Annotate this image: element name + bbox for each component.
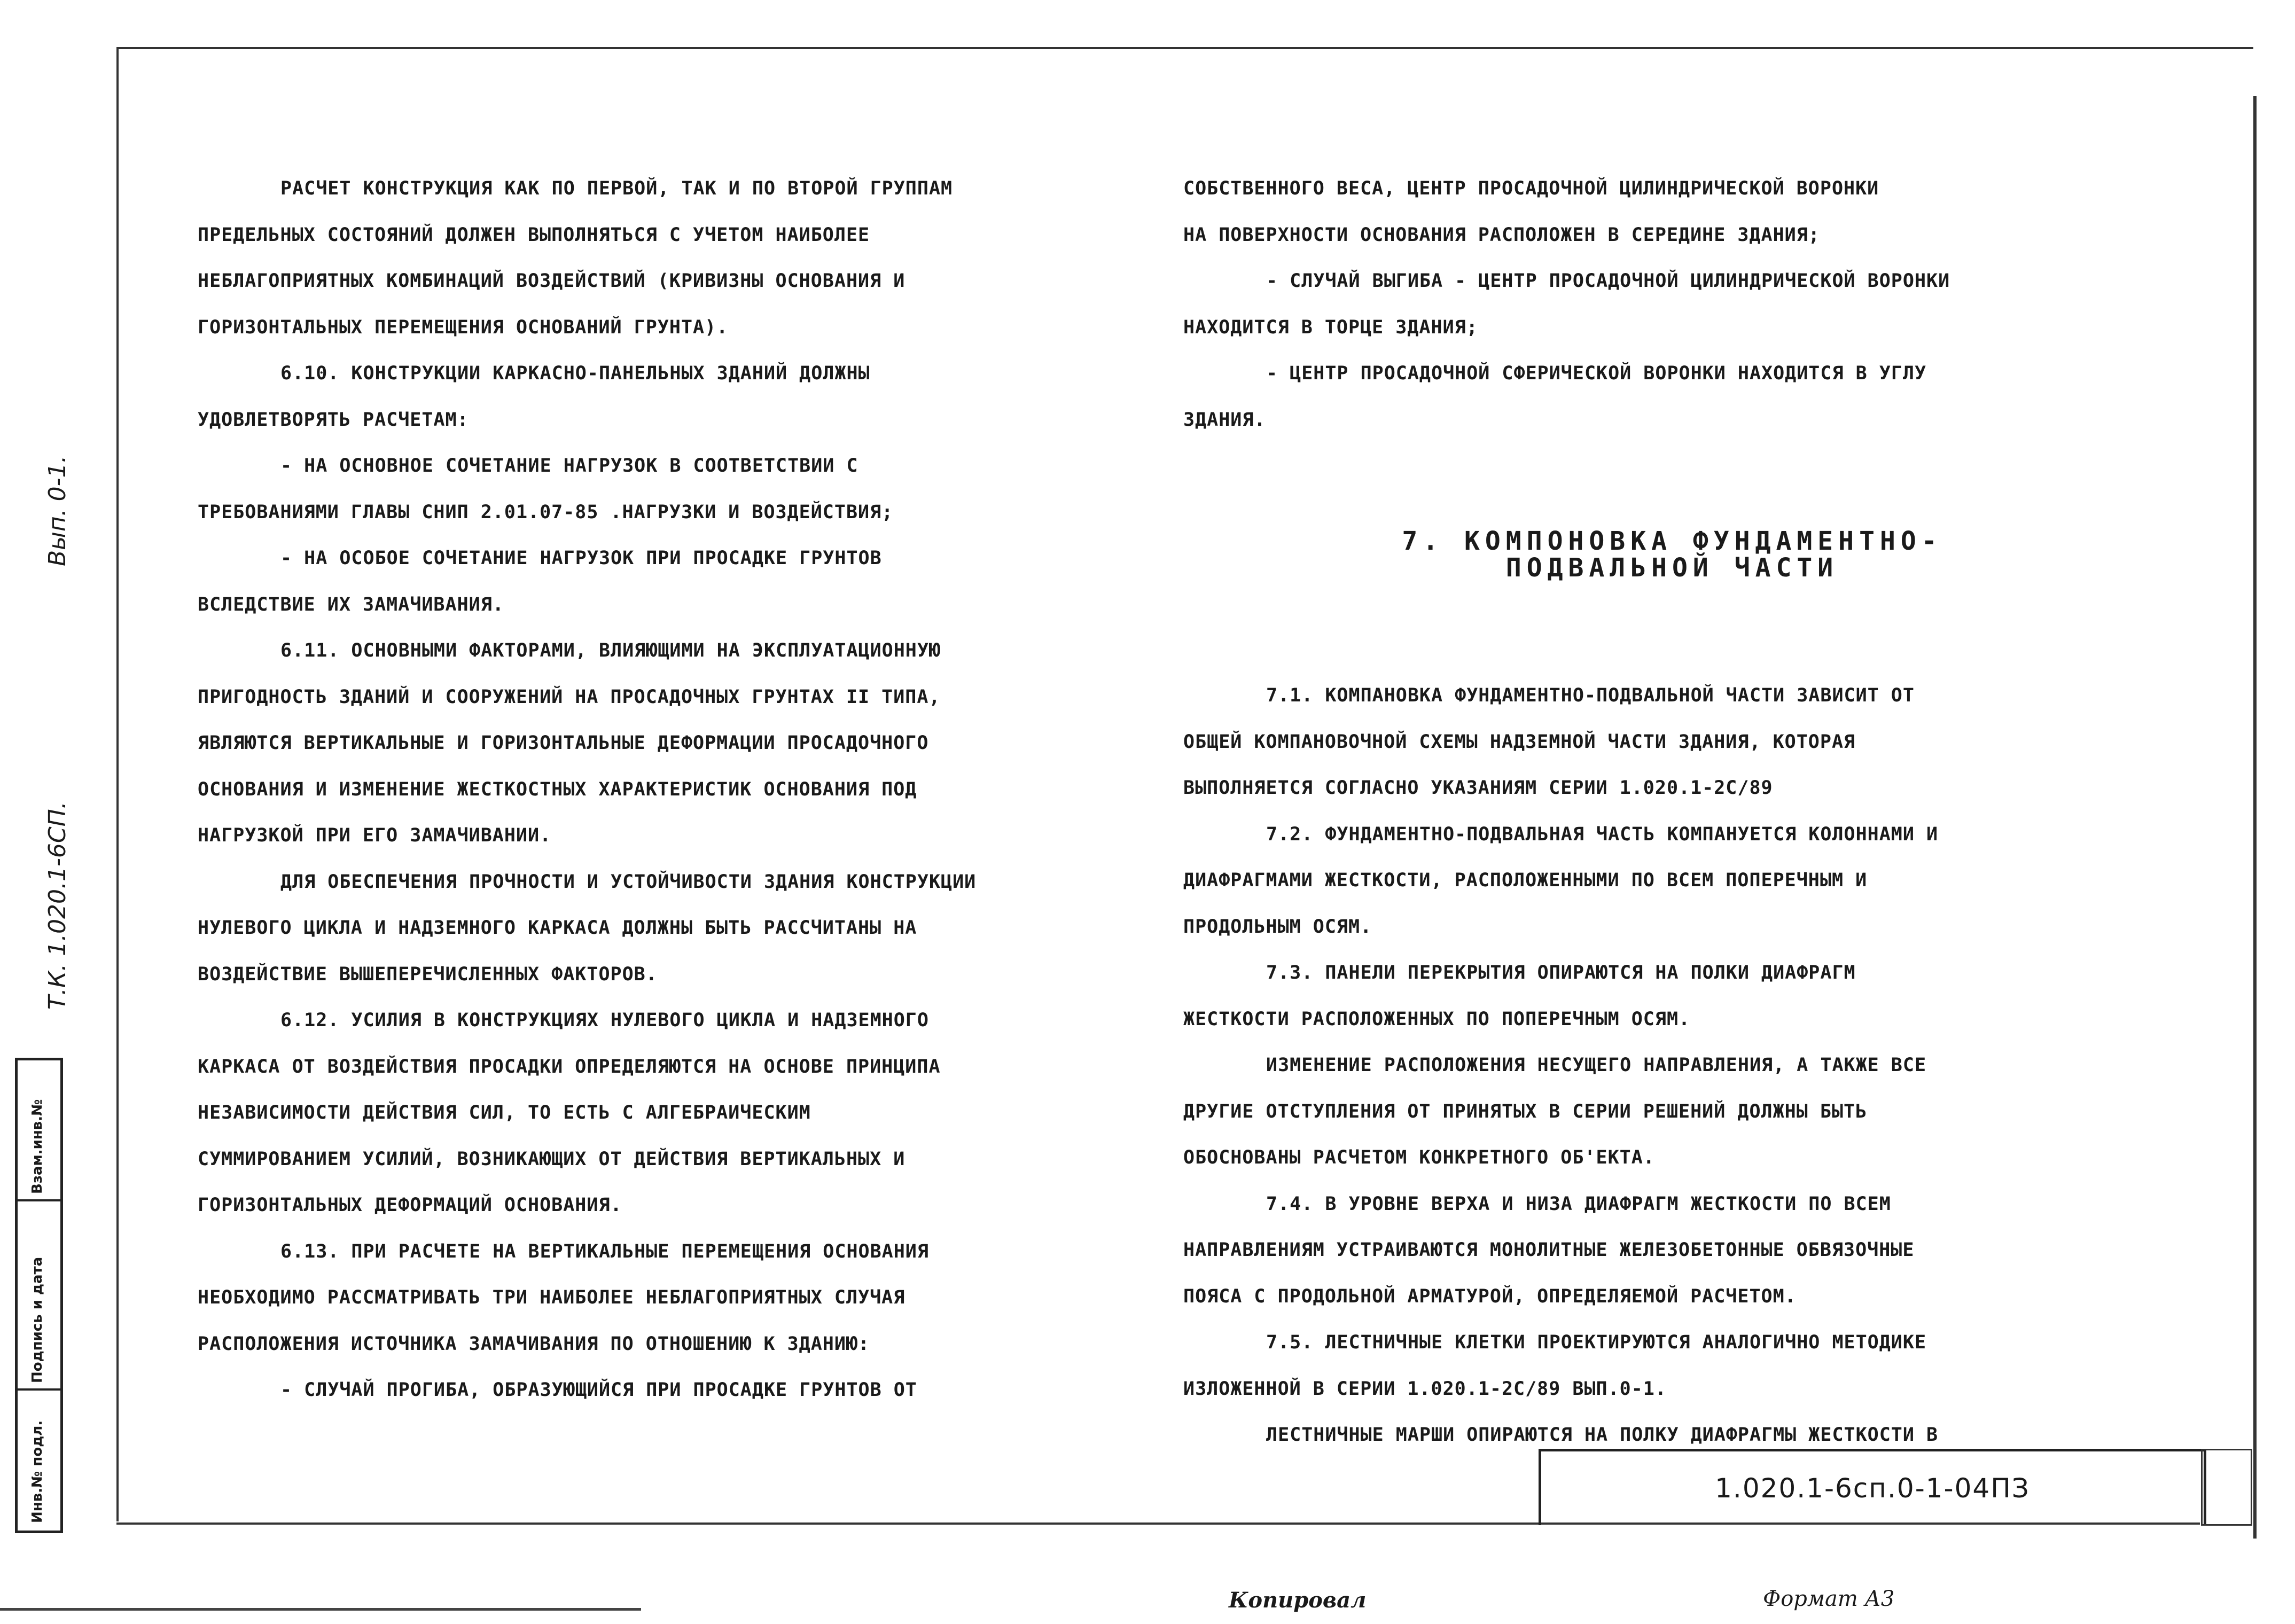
title-block-stamp bbox=[1539, 1449, 2206, 1525]
right-column-bottom-line: ДИАФРАГМАМИ ЖЕСТКОСТИ, РАСПОЛОЖЕННЫМИ ПО ВСЕМ ПОПЕРЕЧНЫМ И bbox=[1183, 870, 1868, 891]
frame-top-border bbox=[116, 47, 2253, 49]
title-block-side-cell bbox=[2201, 1449, 2252, 1526]
left-column-line: УДОВЛЕТВОРЯТЬ РАСЧЕТАМ: bbox=[198, 409, 469, 431]
sig-label-signature: Подпись и дата bbox=[29, 1256, 45, 1383]
issue-margin-label: Вып. 0-1. bbox=[44, 455, 71, 566]
section-heading-line-2: ПОДВАЛЬНОЙ ЧАСТИ bbox=[1505, 553, 1839, 583]
left-column-line: - НА ОСОБОЕ СОЧЕТАНИЕ НАГРУЗОК ПРИ ПРОСАДКЕ ГРУНТОВ bbox=[280, 548, 882, 569]
right-column-bottom-line: ДРУГИЕ ОТСТУПЛЕНИЯ ОТ ПРИНЯТЫХ В СЕРИИ РЕШЕНИЙ ДОЛЖНЫ БЫТЬ bbox=[1183, 1100, 1868, 1122]
right-column-top-line: - СЛУЧАЙ ВЫГИБА - ЦЕНТР ПРОСАДОЧНОЙ ЦИЛИНДРИЧЕСКОЙ ВОРОНКИ bbox=[1266, 270, 1950, 292]
left-column-line: СУММИРОВАНИЕМ УСИЛИЙ, ВОЗНИКАЮЩИХ ОТ ДЕЙСТВИЯ ВЕРТИКАЛЬНЫХ И bbox=[198, 1148, 905, 1170]
left-column-line: ГОРИЗОНТАЛЬНЫХ ПЕРЕМЕЩЕНИЯ ОСНОВАНИЙ ГРУНТА). bbox=[198, 316, 729, 338]
left-column-line: НЕОБХОДИМО РАССМАТРИВАТЬ ТРИ НАИБОЛЕЕ НЕБЛАГОПРИЯТНЫХ СЛУЧАЯ bbox=[198, 1287, 905, 1308]
series-margin-label: Т.К. 1.020.1-6СП. bbox=[44, 801, 71, 1010]
left-column-line: 6.12. УСИЛИЯ В КОНСТРУКЦИЯХ НУЛЕВОГО ЦИКЛА И НАДЗЕМНОГО bbox=[280, 1010, 929, 1031]
right-column-bottom-line: 7.5. ЛЕСТНИЧНЫЕ КЛЕТКИ ПРОЕКТИРУЮТСЯ АНАЛОГИЧНО МЕТОДИКЕ bbox=[1266, 1332, 1927, 1353]
document-code: 1.020.1-6сп.0-1-04ПЗ bbox=[1715, 1473, 2030, 1504]
sig-cell-inventory bbox=[18, 1391, 60, 1528]
right-column-bottom-line: ИЗЛОЖЕННОЙ В СЕРИИ 1.020.1-2С/89 ВЫП.0-1. bbox=[1183, 1378, 1667, 1400]
right-column-top-line: - ЦЕНТР ПРОСАДОЧНОЙ СФЕРИЧЕСКОЙ ВОРОНКИ НАХОДИТСЯ В УГЛУ bbox=[1266, 363, 1927, 384]
left-column-line: ПРИГОДНОСТЬ ЗДАНИЙ И СООРУЖЕНИЙ НА ПРОСАДОЧНЫХ ГРУНТАХ II ТИПА, bbox=[198, 686, 941, 708]
right-column-bottom-block bbox=[1183, 673, 2097, 1458]
right-column-top-line: СОБСТВЕННОГО ВЕСА, ЦЕНТР ПРОСАДОЧНОЙ ЦИЛИНДРИЧЕСКОЙ ВОРОНКИ bbox=[1183, 178, 1879, 199]
copied-by-label: Копировал bbox=[1229, 1588, 1367, 1613]
section-heading-line-1: 7. КОМПОНОВКА ФУНДАМЕНТНО- bbox=[1402, 526, 1942, 556]
left-column-line: ГОРИЗОНТАЛЬНЫХ ДЕФОРМАЦИЙ ОСНОВАНИЯ. bbox=[198, 1194, 622, 1216]
left-column-line: ОСНОВАНИЯ И ИЗМЕНЕНИЕ ЖЕСТКОСТНЫХ ХАРАКТЕРИСТИК ОСНОВАНИЯ ПОД bbox=[198, 778, 917, 800]
right-column-bottom-line: ЖЕСТКОСТИ РАСПОЛОЖЕННЫХ ПО ПОПЕРЕЧНЫМ ОСЯМ. bbox=[1183, 1008, 1691, 1030]
left-column-line: - НА ОСНОВНОЕ СОЧЕТАНИЕ НАГРУЗОК В СООТВЕТСТВИИ С bbox=[280, 455, 858, 477]
right-column-bottom-line: ОБЩЕЙ КОМПАНОВОЧНОЙ СХЕМЫ НАДЗЕМНОЙ ЧАСТИ ЗДАНИЯ, КОТОРАЯ bbox=[1183, 731, 1856, 753]
sig-cell-signature bbox=[18, 1201, 60, 1391]
left-column-line: - СЛУЧАЙ ПРОГИБА, ОБРАЗУЮЩИЙСЯ ПРИ ПРОСАДКЕ ГРУНТОВ ОТ bbox=[280, 1379, 917, 1401]
left-column-line: НЕЗАВИСИМОСТИ ДЕЙСТВИЯ СИЛ, ТО ЕСТЬ С АЛГЕБРАИЧЕСКИМ bbox=[198, 1102, 811, 1123]
right-column-bottom-line: НАПРАВЛЕНИЯМ УСТРАИВАЮТСЯ МОНОЛИТНЫЕ ЖЕЛЕЗОБЕТОННЫЕ ОБВЯЗОЧНЫЕ bbox=[1183, 1239, 1915, 1261]
right-column-bottom-line: ВЫПОЛНЯЕТСЯ СОГЛАСНО УКАЗАНИЯМ СЕРИИ 1.020.1-2С/89 bbox=[1183, 777, 1773, 799]
sig-label-inventory: Инв.№ подл. bbox=[29, 1420, 45, 1523]
bottom-edge-line bbox=[0, 1608, 641, 1611]
left-column-line: ВОЗДЕЙСТВИЕ ВЫШЕПЕРЕЧИСЛЕННЫХ ФАКТОРОВ. bbox=[198, 963, 658, 985]
left-column-line: НАГРУЗКОЙ ПРИ ЕГО ЗАМАЧИВАНИИ. bbox=[198, 825, 552, 846]
right-column-bottom-line: ИЗМЕНЕНИЕ РАСПОЛОЖЕНИЯ НЕСУЩЕГО НАПРАВЛЕНИЯ, А ТАКЖЕ ВСЕ bbox=[1266, 1055, 1927, 1076]
left-column-line: ТРЕБОВАНИЯМИ ГЛАВЫ СНИП 2.01.07-85 .НАГРУЗКИ И ВОЗДЕЙСТВИЯ; bbox=[198, 501, 894, 523]
section-heading bbox=[1247, 528, 2097, 582]
frame-right-border bbox=[2253, 96, 2257, 1539]
right-column-bottom-line: 7.4. В УРОВНЕ ВЕРХА И НИЗА ДИАФРАГМ ЖЕСТКОСТИ ПО ВСЕМ bbox=[1266, 1193, 1891, 1215]
frame-left-border bbox=[116, 47, 119, 1521]
left-column-line: 6.11. ОСНОВНЫМИ ФАКТОРАМИ, ВЛИЯЮЩИМИ НА ЭКСПЛУАТАЦИОННУЮ bbox=[280, 640, 941, 661]
left-text-column bbox=[198, 166, 1117, 1414]
sig-label-replacement: Взам.инв.№ bbox=[29, 1099, 45, 1194]
left-column-line: РАСЧЕТ КОНСТРУКЦИЯ КАК ПО ПЕРВОЙ, ТАК И ПО ВТОРОЙ ГРУППАМ bbox=[280, 178, 953, 199]
right-column-top-line: НА ПОВЕРХНОСТИ ОСНОВАНИЯ РАСПОЛОЖЕН В СЕРЕДИНЕ ЗДАНИЯ; bbox=[1183, 224, 1820, 246]
signature-table bbox=[15, 1058, 63, 1533]
right-column-top-line: ЗДАНИЯ. bbox=[1183, 409, 1266, 431]
sig-cell-replacement bbox=[18, 1060, 60, 1201]
right-column-bottom-line: 7.3. ПАНЕЛИ ПЕРЕКРЫТИЯ ОПИРАЮТСЯ НА ПОЛКИ ДИАФРАГМ bbox=[1266, 962, 1856, 983]
right-column-top-line: НАХОДИТСЯ В ТОРЦЕ ЗДАНИЯ; bbox=[1183, 316, 1478, 338]
left-column-line: 6.13. ПРИ РАСЧЕТЕ НА ВЕРТИКАЛЬНЫЕ ПЕРЕМЕЩЕНИЯ ОСНОВАНИЯ bbox=[280, 1240, 929, 1262]
right-column-bottom-line: ПРОДОЛЬНЫМ ОСЯМ. bbox=[1183, 916, 1372, 938]
left-column-line: КАРКАСА ОТ ВОЗДЕЙСТВИЯ ПРОСАДКИ ОПРЕДЕЛЯЮТСЯ НА ОСНОВЕ ПРИНЦИПА bbox=[198, 1056, 941, 1078]
right-column-bottom-line: 7.1. КОМПАНОВКА ФУНДАМЕНТНО-ПОДВАЛЬНОЙ ЧАСТИ ЗАВИСИТ ОТ bbox=[1266, 685, 1915, 706]
right-column-bottom-line: 7.2. ФУНДАМЕНТНО-ПОДВАЛЬНАЯ ЧАСТЬ КОМПАНУЕТСЯ КОЛОННАМИ И bbox=[1266, 823, 1939, 845]
right-column-top-block bbox=[1183, 166, 2097, 443]
left-column-line: НУЛЕВОГО ЦИКЛА И НАДЗЕМНОГО КАРКАСА ДОЛЖНЫ БЫТЬ РАССЧИТАНЫ НА bbox=[198, 917, 917, 939]
right-text-column bbox=[1183, 166, 2097, 1458]
right-column-bottom-line: ЛЕСТНИЧНЫЕ МАРШИ ОПИРАЮТСЯ НА ПОЛКУ ДИАФРАГМЫ ЖЕСТКОСТИ В bbox=[1266, 1424, 1939, 1446]
format-label: Формат А3 bbox=[1763, 1587, 1895, 1611]
left-column-line: ВСЛЕДСТВИЕ ИХ ЗАМАЧИВАНИЯ. bbox=[198, 594, 504, 615]
left-column-line: РАСПОЛОЖЕНИЯ ИСТОЧНИКА ЗАМАЧИВАНИЯ ПО ОТНОШЕНИЮ К ЗДАНИЮ: bbox=[198, 1333, 870, 1355]
right-column-bottom-line: ПОЯСА С ПРОДОЛЬНОЙ АРМАТУРОЙ, ОПРЕДЕЛЯЕМОЙ РАСЧЕТОМ. bbox=[1183, 1285, 1797, 1307]
right-column-bottom-line: ОБОСНОВАНЫ РАСЧЕТОМ КОНКРЕТНОГО ОБ'ЕКТА. bbox=[1183, 1147, 1655, 1168]
left-column-line: ПРЕДЕЛЬНЫХ СОСТОЯНИЙ ДОЛЖЕН ВЫПОЛНЯТЬСЯ С УЧЕТОМ НАИБОЛЕЕ bbox=[198, 224, 870, 246]
left-column-line: ДЛЯ ОБЕСПЕЧЕНИЯ ПРОЧНОСТИ И УСТОЙЧИВОСТИ ЗДАНИЯ КОНСТРУКЦИИ bbox=[280, 871, 977, 893]
left-column-line: ЯВЛЯЮТСЯ ВЕРТИКАЛЬНЫЕ И ГОРИЗОНТАЛЬНЫЕ ДЕФОРМАЦИИ ПРОСАДОЧНОГО bbox=[198, 732, 929, 754]
left-column-line: 6.10. КОНСТРУКЦИИ КАРКАСНО-ПАНЕЛЬНЫХ ЗДАНИЙ ДОЛЖНЫ bbox=[280, 363, 870, 384]
left-column-line: НЕБЛАГОПРИЯТНЫХ КОМБИНАЦИЙ ВОЗДЕЙСТВИЙ (КРИВИЗНЫ ОСНОВАНИЯ И bbox=[198, 270, 905, 292]
